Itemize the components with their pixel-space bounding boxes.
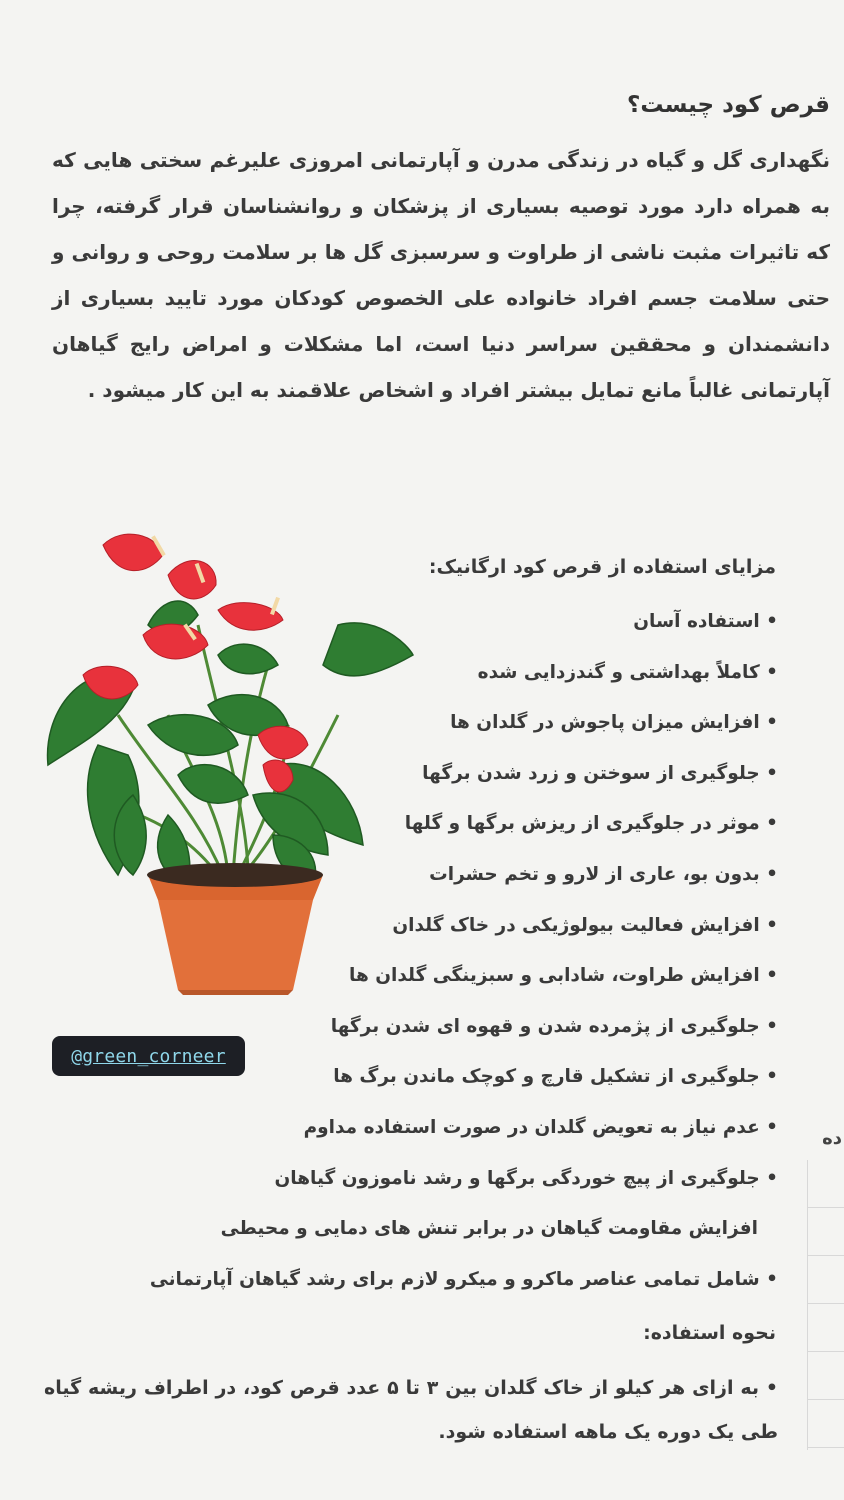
intro-paragraph: نگهداری گل و گیاه در زندگی مدرن و آپارتمانی امروزی علیرغم سختی هایی که به همراه دارد مورد توصیه بسیاری از پزشکان و روانشناسان قرار گرفته، چرا که تاثیرات مثبت ناشی از طراوت و سرسبزی گل ها بر سلامت روحی و روانی و حتی سلامت جسم افراد خانواده علی الخصوص کودکان مورد تایید بسیاری از دانشمندان و محققین سراسر دنیا است، اما مشکلات و امراض رایج گیاهان آپارتمانی غالباً مانع تمایل بیشتر افراد و اشخاص علاقمند به این کار میشود .: [52, 148, 830, 402]
table-row: [808, 1208, 844, 1256]
table-row: [808, 1256, 844, 1304]
table-row: [808, 1160, 844, 1208]
table-row: [808, 1400, 844, 1448]
list-item: • جلوگیری از سوختن و زرد شدن برگها: [138, 752, 778, 803]
list-item: • افزایش میزان پاجوش در گلدان ها: [138, 701, 778, 752]
cropped-edge-text: ده: [822, 1128, 842, 1149]
watermark-text: @green_corneer: [71, 1045, 226, 1067]
benefits-heading: مزایای استفاده از قرص کود ارگانیک:: [428, 556, 776, 578]
table-row: [808, 1352, 844, 1400]
list-item: افزایش مقاومت گیاهان در برابر تنش های دمایی و محیطی: [220, 1218, 758, 1240]
list-item: • جلوگیری از تشکیل قارچ و کوچک ماندن برگ ها: [138, 1055, 778, 1106]
cropped-edge-table: [807, 1160, 844, 1450]
usage-heading: نحوه استفاده:: [643, 1322, 776, 1344]
page-title: قرص کود چیست؟: [627, 92, 830, 118]
list-item: • افزایش فعالیت بیولوژیکی در خاک گلدان: [138, 904, 778, 955]
list-item: • بدون بو، عاری از لارو و تخم حشرات: [138, 853, 778, 904]
list-item: • کاملاً بهداشتی و گندزدایی شده: [138, 651, 778, 702]
list-item: • جلوگیری از پیچ خوردگی برگها و رشد ناموزون گیاهان: [138, 1157, 778, 1208]
benefits-list: [138, 600, 778, 1308]
list-item: • جلوگیری از پژمرده شدن و قهوه ای شدن برگها: [138, 1005, 778, 1056]
list-item: • افزایش طراوت، شادابی و سبزینگی گلدان ها: [138, 954, 778, 1005]
usage-paragraph: • به ازای هر کیلو از خاک گلدان بین ۳ تا ۵ عدد قرص کود، در اطراف ریشه گیاه طی یک دوره یک ماهه استفاده شود.: [44, 1366, 778, 1454]
list-item: • استفاده آسان: [138, 600, 778, 651]
table-row: [808, 1304, 844, 1352]
list-item: • عدم نیاز به تعویض گلدان در صورت استفاده مداوم: [138, 1106, 778, 1157]
list-item: • شامل تمامی عناصر ماکرو و میکرو لازم برای رشد گیاهان آپارتمانی: [138, 1258, 778, 1309]
list-item: • موثر در جلوگیری از ریزش برگها و گلها: [138, 802, 778, 853]
